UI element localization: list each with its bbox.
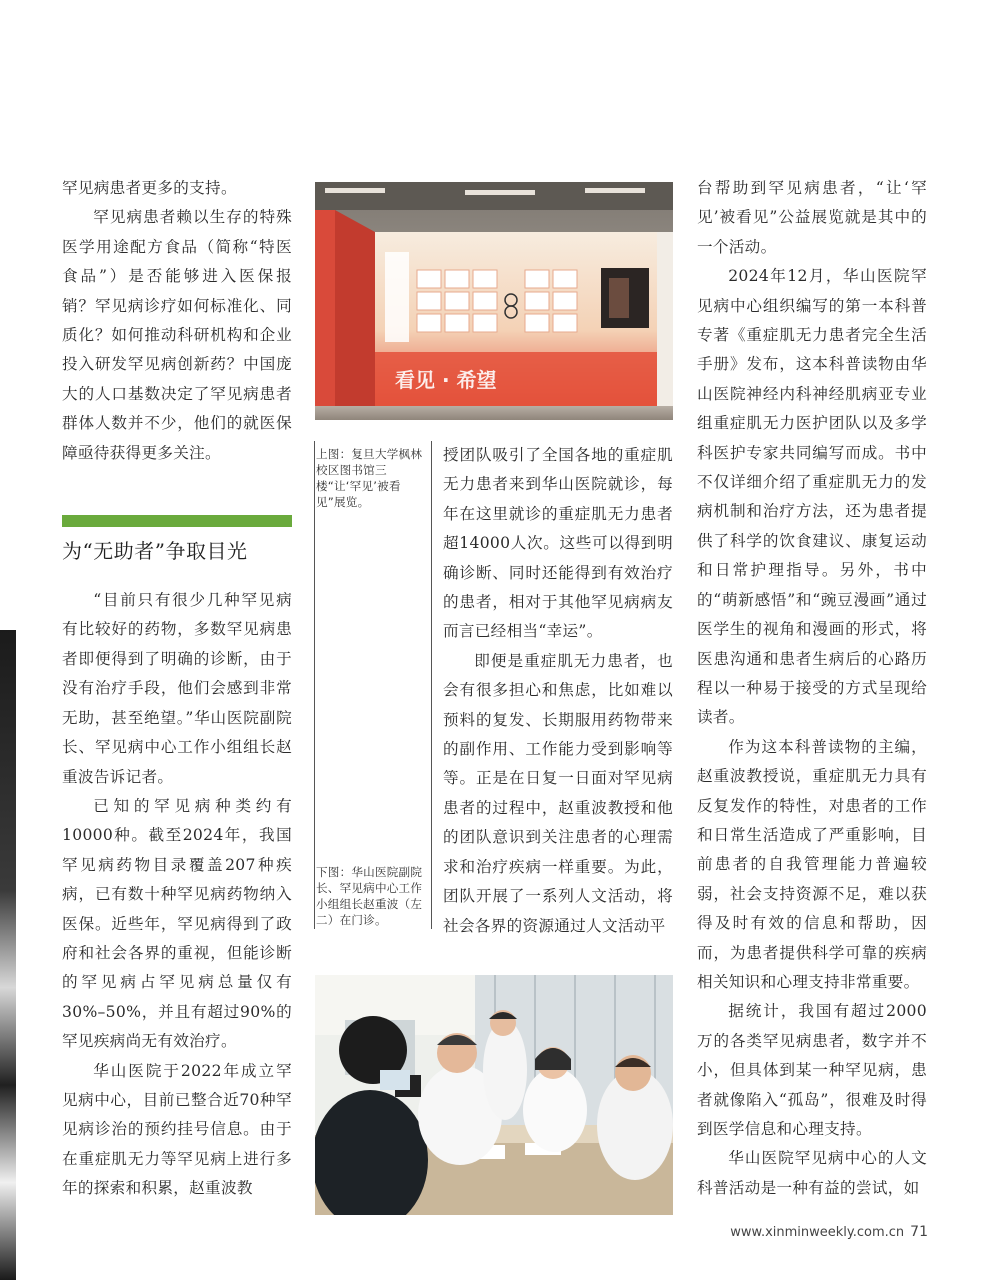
column-1 bbox=[62, 174, 292, 1204]
section-gap bbox=[62, 468, 292, 586]
banner-text: 看见 · 希望 bbox=[395, 368, 497, 392]
paragraph: 罕见病患者赖以生存的特殊医学用途配方食品（简称“特医食品”）是否能够进入医保报销？罕见病诊疗如何标准化、同质化？如何推动科研机构和企业投入研发罕见病创新药？中国庞大的人口基数决定了罕见病患者群体人数并不少，他们的就医保障亟待获得更多关注。 bbox=[62, 208, 292, 462]
section-heading: 为“无助者”争取目光 bbox=[62, 539, 248, 563]
column-divider bbox=[314, 441, 315, 929]
paragraph: 台帮助到罕见病患者，“让‘罕见’被看见”公益展览就是其中的一个活动。 bbox=[697, 179, 927, 256]
paragraph: 罕见病患者更多的支持。 bbox=[62, 179, 237, 197]
paragraph: “目前只有很少几种罕见病有比较好的药物，多数罕见病患者即便得到了明确的诊断，由于没有治疗手段，他们会感到非常无助，甚至绝望。”华山医院副院长、罕见病中心工作小组组长赵重波告诉记者。 bbox=[62, 591, 292, 786]
column-divider bbox=[431, 441, 432, 929]
photo-caption-top: 上图：复旦大学枫林校区图书馆三楼“让‘罕见’被看见”展览。 bbox=[316, 447, 423, 509]
paragraph: 据统计，我国有超过2000万的各类罕见病患者，数字并不小，但具体到某一种罕见病，患者就像陷入“孤岛”，很难及时得到医学信息和心理支持。 bbox=[697, 1002, 927, 1138]
exhibition-photo bbox=[315, 182, 673, 420]
paragraph: 华山医院于2022年成立罕见病中心，目前已整合近70种罕见病诊治的预约挂号信息。由于在重症肌无力等罕见病上进行多年的探索和积累，赵重波教 bbox=[62, 1061, 292, 1198]
clinic-photo bbox=[315, 975, 673, 1215]
exhibition-image bbox=[315, 182, 673, 420]
page-footer bbox=[730, 1224, 928, 1240]
left-edge-photo-strip bbox=[0, 630, 16, 1280]
page-number: 71 bbox=[910, 1224, 928, 1240]
paragraph: 华山医院罕见病中心的人文科普活动是一种有益的尝试，如 bbox=[697, 1149, 927, 1197]
clinic-image bbox=[315, 975, 673, 1215]
paragraph: 即便是重症肌无力患者，也会有很多担心和焦虑，比如难以预料的复发、长期服用药物带来的副作用、工作能力受到影响等等。正是在日复一日面对罕见病患者的过程中，赵重波教授和他的团队意识到关注患者的心理需求和治疗疾病一样重要。为此，团队开展了一系列人文活动，将社会各界的资源通过人文活动平 bbox=[443, 651, 673, 935]
section-divider-bar bbox=[62, 515, 292, 527]
paragraph: 作为这本科普读物的主编，赵重波教授说，重症肌无力具有反复发作的特性，对患者的工作和日常生活造成了严重影响，目前患者的自我管理能力普遍较弱，社会支持资源不足，难以获得及时有效的信息和帮助，因而，为患者提供科学可靠的疾病相关知识和心理支持非常重要。 bbox=[697, 737, 927, 991]
column-4 bbox=[697, 174, 927, 1203]
paragraph: 2024年12月，华山医院罕见病中心组织编写的第一本科普专著《重症肌无力患者完全生活手册》发布，这本科普读物由华山医院神经内科神经肌病亚专业组重症肌无力医护团队以及多学科医护专家共同编写而成。书中不仅详细介绍了重症肌无力的发病机制和治疗方法，还为患者提供了科学的饮食建议、康复运动和日常护理指导。另外，书中的“萌新感悟”和“豌豆漫画”通过医学生的视角和漫画的形式，将医患沟通和患者生病后的心路历程以一种易于接受的方式呈现给读者。 bbox=[697, 267, 927, 727]
paragraph: 授团队吸引了全国各地的重症肌无力患者来到华山医院就诊，每年在这里就诊的重症肌无力患者超14000人次。这些可以得到明确诊断、同时还能得到有效治疗的患者，相对于其他罕见病病友而言已经相当“幸运”。 bbox=[443, 446, 673, 641]
website-url: www.xinminweekly.com.cn bbox=[730, 1225, 905, 1240]
column-3 bbox=[443, 441, 673, 941]
photo-caption-bottom: 下图：华山医院副院长、罕见病中心工作小组组长赵重波（左二）在门诊。 bbox=[316, 865, 423, 927]
paragraph: 已知的罕见病种类约有10000种。截至2024年，我国罕见病药物目录覆盖207种疾病，已有数十种罕见病药物纳入医保。近些年，罕见病得到了政府和社会各界的重视，但能诊断的罕见病占罕见病总量仅有30%–50%，并且有超过90%的罕见疾病尚无有效治疗。 bbox=[62, 796, 292, 1051]
